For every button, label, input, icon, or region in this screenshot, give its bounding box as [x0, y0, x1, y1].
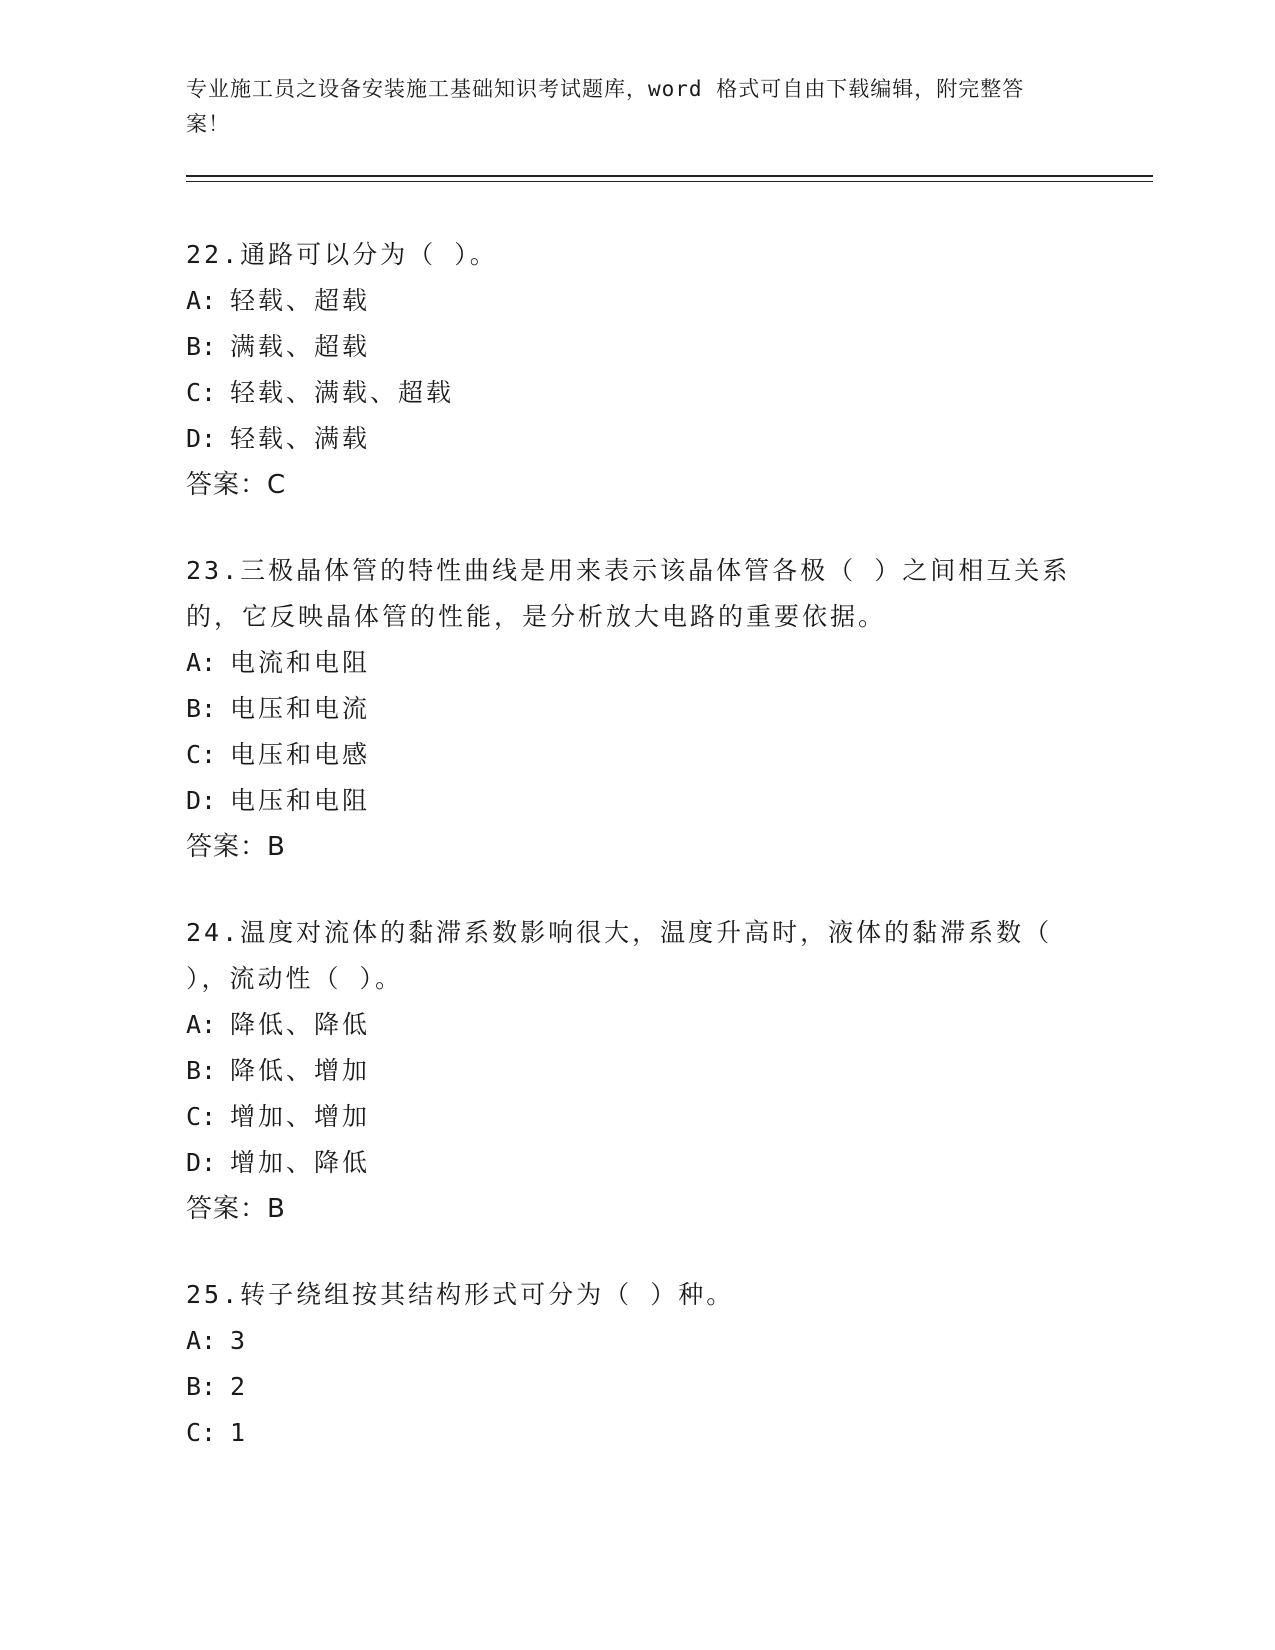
answer-line: 答案：B: [186, 832, 286, 862]
option-key: B:: [186, 1056, 217, 1085]
option-text: 轻载、超载: [230, 286, 371, 315]
option-text: 电压和电感: [230, 740, 371, 769]
option-key: A:: [186, 1010, 217, 1039]
option-b: [186, 1048, 1076, 1094]
option-key: D:: [186, 424, 217, 453]
option-key: A:: [186, 286, 217, 315]
option-key: C:: [186, 740, 217, 769]
question-22: [186, 232, 1076, 508]
option-key: C:: [186, 1418, 217, 1447]
option-text: 增加、降低: [230, 1148, 371, 1177]
option-b: [186, 324, 1076, 370]
header-rule-thin: [186, 181, 1153, 182]
option-text: 降低、降低: [230, 1010, 371, 1039]
question-23: [186, 548, 1076, 870]
option-key: D:: [186, 786, 217, 815]
answer-line: 答案：B: [186, 1194, 286, 1224]
option-a: [186, 1002, 1076, 1048]
option-c: [186, 370, 1076, 416]
option-text: 2: [230, 1372, 249, 1401]
option-c: [186, 1410, 1076, 1456]
option-d: [186, 1140, 1076, 1186]
question-list: [186, 232, 1076, 1496]
option-text: 电压和电阻: [230, 786, 371, 815]
option-key: B:: [186, 694, 217, 723]
header-rule-thick: [186, 175, 1153, 177]
option-text: 1: [230, 1418, 249, 1447]
question-stem: 25.转子绕组按其结构形式可分为（ ）种。: [186, 1280, 735, 1309]
question-stem: 23.三极晶体管的特性曲线是用来表示该晶体管各极（ ）之间相互关系的，它反映晶体管的性能，是分析放大电路的重要依据。: [186, 556, 1071, 631]
option-a: [186, 640, 1076, 686]
question-stem: 22.通路可以分为（ ）。: [186, 240, 498, 269]
option-d: [186, 778, 1076, 824]
option-key: A:: [186, 648, 217, 677]
option-text: 电压和电流: [230, 694, 371, 723]
option-key: C:: [186, 1102, 217, 1131]
option-text: 3: [230, 1326, 249, 1355]
option-key: C:: [186, 378, 217, 407]
option-b: [186, 686, 1076, 732]
option-text: 降低、增加: [230, 1056, 371, 1085]
option-text: 轻载、满载: [230, 424, 371, 453]
answer-line: 答案：C: [186, 470, 287, 500]
option-key: D:: [186, 1148, 217, 1177]
option-d: [186, 416, 1076, 462]
option-text: 满载、超载: [230, 332, 371, 361]
option-key: B:: [186, 1372, 217, 1401]
option-text: 电流和电阻: [230, 648, 371, 677]
option-text: 增加、增加: [230, 1102, 371, 1131]
question-24: [186, 910, 1076, 1232]
option-text: 轻载、满载、超载: [230, 378, 455, 407]
option-c: [186, 732, 1076, 778]
question-25: [186, 1272, 1076, 1456]
option-a: [186, 1318, 1076, 1364]
option-b: [186, 1364, 1076, 1410]
option-c: [186, 1094, 1076, 1140]
option-key: B:: [186, 332, 217, 361]
option-a: [186, 278, 1076, 324]
document-header: 专业施工员之设备安装施工基础知识考试题库，word 格式可自由下载编辑，附完整答案！: [186, 77, 1025, 136]
question-stem: 24.温度对流体的黏滞系数影响很大，温度升高时，液体的黏滞系数（ ），流动性（ ）。: [186, 918, 1053, 993]
option-key: A:: [186, 1326, 217, 1355]
